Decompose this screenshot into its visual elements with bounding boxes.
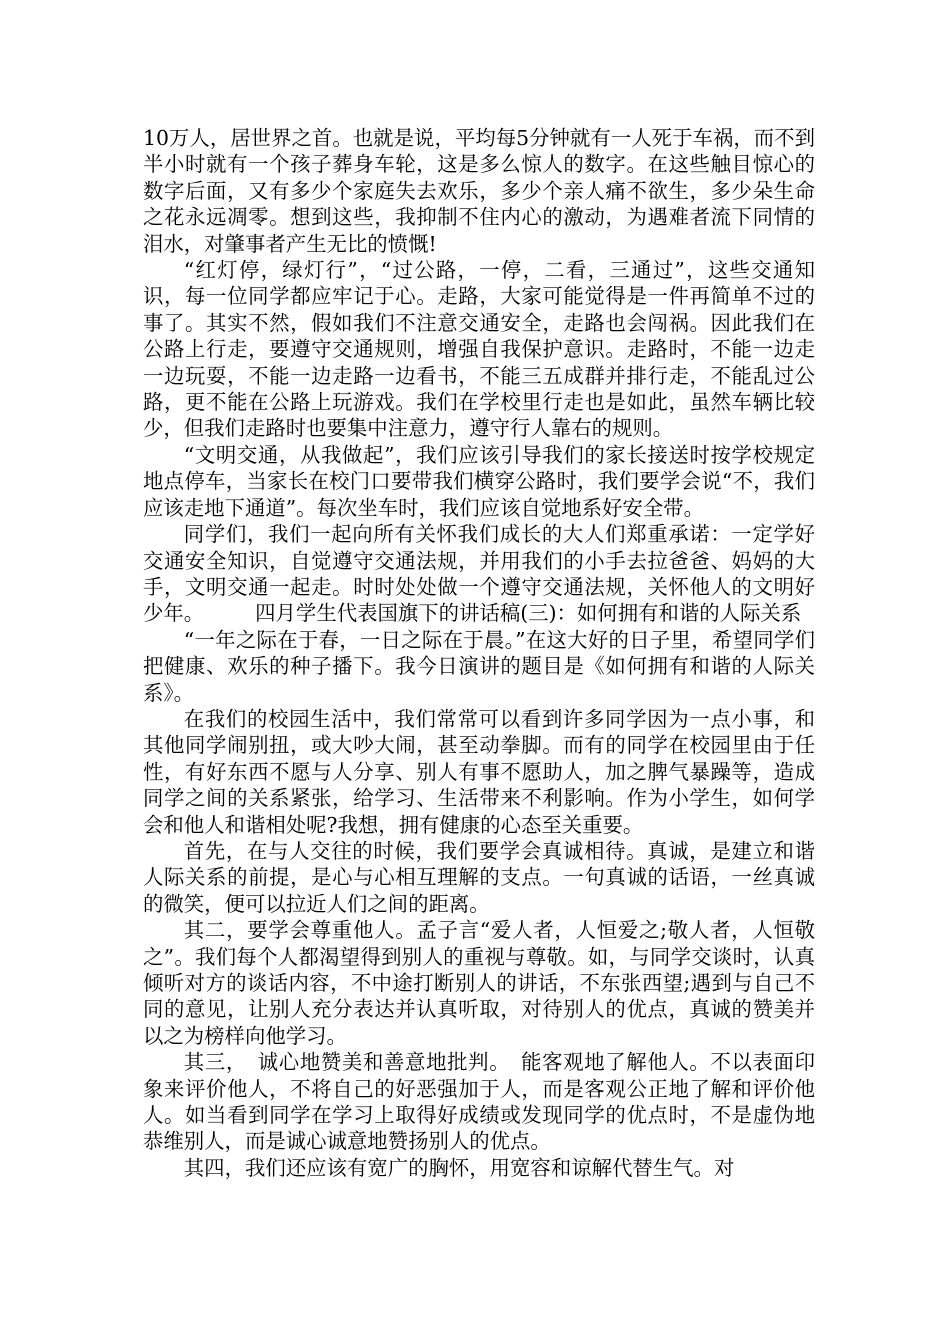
paragraph-campus-life: 在我们的校园生活中，我们常常可以看到许多同学因为一点小事，和其他同学闹别扭，或大吵大闹，甚至动拳脚。而有的同学在校园里由于任性，有好东西不愿与人分享、别人有事不愿助人，加之脾气暴躁等，造成同学之间的关系紧张，给学习、生活带来不利影响。作为小学生，如何学会和他人和谐相处呢?我想，拥有健康的心态至关重要。 bbox=[143, 706, 815, 837]
paragraph-civilized-traffic: “文明交通，从我做起”，我们应该引导我们的家长接送时按学校规定地点停车，当家长在校门口要带我们横穿公路时，我们要学会说“不，我们应该走地下通道”。每次坐车时，我们应该自觉地系好安全带。 bbox=[143, 442, 815, 520]
paragraph-praise-and-criticism: 其三， 诚心地赞美和善意地批判。 能客观地了解他人。不以表面印象来评价他人，不将自己的好恶强加于人，而是客观公正地了解和评价他人。如当看到同学在学习上取得好成绩或发现同学的优点时，不是虚伪地恭维别人，而是诚心诚意地赞扬别人的优点。 bbox=[143, 1050, 815, 1154]
document-body bbox=[143, 125, 815, 1181]
paragraph-speech-opening: “一年之际在于春，一日之际在于晨。”在这大好的日子里，希望同学们把健康、欢乐的种子播下。我今日演讲的题目是《如何拥有和谐的人际关系》。 bbox=[143, 627, 815, 705]
paragraph-promise-and-new-title: 同学们，我们一起向所有关怀我们成长的大人们郑重承诺：一定学好交通安全知识，自觉遵守交通法规，并用我们的小手去拉爸爸、妈妈的大手，文明交通一起走。时时处处做一个遵守交通法规，关怀他人的文明好少年。 四月学生代表国旗下的讲话稿(三)：如何拥有和谐的人际关系 bbox=[143, 522, 815, 626]
paragraph-sincerity: 首先，在与人交往的时候，我们要学会真诚相待。真诚，是建立和谐人际关系的前提，是心与心相互理解的支点。一句真诚的话语，一丝真诚的微笑，便可以拉近人们之间的距离。 bbox=[143, 838, 815, 916]
paragraph-respect: 其二，要学会尊重他人。孟子言“爱人者，人恒爱之;敬人者，人恒敬之”。我们每个人都渴望得到别人的重视与尊敬。如，与同学交谈时，认真倾听对方的谈话内容，不中途打断别人的讲话，不东张西望;遇到与自己不同的意见，让别人充分表达并认真听取，对待别人的优点，真诚的赞美并以之为榜样向他学习。 bbox=[143, 918, 815, 1048]
paragraph-tolerance: 其四，我们还应该有宽广的胸怀，用宽容和谅解代替生气。对 bbox=[183, 1155, 735, 1180]
paragraph-traffic-rules: “红灯停，绿灯行”，“过公路，一停，二看，三通过”，这些交通知识，每一位同学都应牢记于心。走路，大家可能觉得是一件再简单不过的事了。其实不然，假如我们不注意交通安全，走路也会闯祸。因此我们在公路上行走，要遵守交通规则，增强自我保护意识。走路时，不能一边走一边玩耍，不能一边走路一边看书，不能三五成群并排行走，不能乱过公路，更不能在公路上玩游戏。我们在学校里行走也是如此，虽然车辆比较少，但我们走路时也要集中注意力，遵守行人靠右的规则。 bbox=[143, 258, 815, 441]
paragraph-traffic-statistics: 10万人，居世界之首。也就是说，平均每5分钟就有一人死于车祸，而不到半小时就有一个孩子葬身车轮，这是多么惊人的数字。在这些触目惊心的数字后面，又有多少个家庭失去欢乐，多少个亲人痛不欲生，多少朵生命之花永远凋零。想到这些，我抑制不住内心的激动，为遇难者流下同情的泪水，对肇事者产生无比的愤慨! bbox=[143, 126, 815, 256]
